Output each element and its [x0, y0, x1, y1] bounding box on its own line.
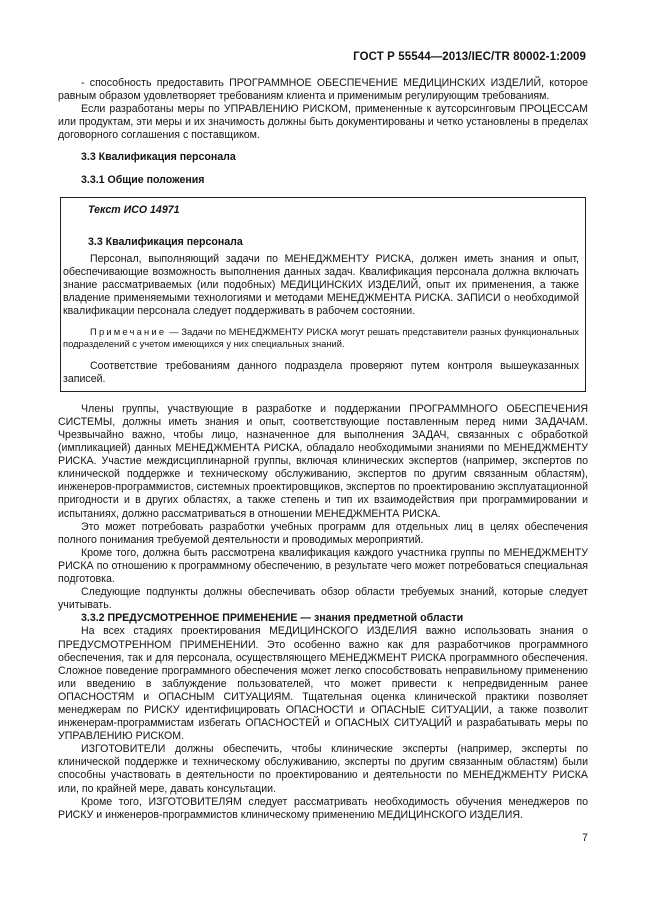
- intro-paragraph-1: - способность предоставить ПРОГРАММНОЕ ОБЕСПЕЧЕНИЕ МЕДИЦИНСКИХ ИЗДЕЛИЙ, которое равным образом удовлетворяет требованиям клиента и применимым регулирующим требованиям.: [58, 77, 588, 103]
- iso-box-heading: 3.3 Квалификация персонала: [88, 235, 243, 248]
- iso-box-paragraph-2: Соответствие требованиям данного подраздела проверяют путем контроля вышеуказанных записей.: [63, 359, 579, 385]
- section-heading: 3.3 Квалификация персонала: [81, 151, 236, 164]
- iso-box-paragraph-1: Персонал, выполняющий задачи по МЕНЕДЖМЕНТУ РИСКА, должен иметь знания и опыт, обеспечивающие возможность выполнения данных задач. Квалификация персонала должна включать знание рассматриваемых (или подобных) МЕДИЦИНСКИХ ИЗДЕЛИЙ, опыт их применения, а также владение применяемыми технологиями и методами МЕНЕДЖМЕНТА РИСКА. ЗАПИСИ о необходимой квалификации персонала следует поддерживать в рабочем состоянии.: [63, 252, 579, 318]
- subsection-heading-2: 3.3.2 ПРЕДУСМОТРЕННОЕ ПРИМЕНЕНИЕ — знания предметной области: [81, 612, 464, 625]
- note-label: Примечание: [90, 326, 167, 338]
- body-paragraph-2: Это может потребовать разработки учебных программ для отдельных лиц в целях обеспечения полного понимания требуемой деятельности и проводимых мероприятий.: [58, 520, 588, 546]
- page-number: 7: [582, 832, 588, 844]
- note-text: — Задачи по МЕНЕДЖМЕНТУ РИСКА могут решать представители разных функциональных подразделений с учетом имеющихся у них специальных знаний.: [63, 326, 579, 350]
- iso-text-box: [60, 197, 586, 392]
- page-content: [58, 77, 588, 822]
- body-paragraph-7: Кроме того, ИЗГОТОВИТЕЛЯМ следует рассматривать необходимость обучения менеджеров по РИСКУ и инженеров-программистов клиническому применению МЕДИЦИНСКОГО ИЗДЕЛИЯ.: [58, 795, 588, 821]
- iso-box-title: Текст ИСО 14971: [88, 203, 180, 216]
- body-paragraph-1: Члены группы, участвующие в разработке и поддержании ПРОГРАММНОГО ОБЕСПЕЧЕНИЯ СИСТЕМЫ, должны иметь знания и опыт, соответствующие поставленным перед ними ЗАДАЧАМ. Чрезвычайно важно, чтобы лицо, назначенное для выполнения ЗАДАЧ, связанных с обработкой (импликацией) данных МЕНЕДЖМЕНТА РИСКА, обладало необходимыми знаниями по МЕНЕДЖМЕНТУ РИСКА. Участие междисциплинарной группы, включая клинических экспертов (например, экспертов по клинической поддержке и техническому обслуживанию, экспертов по другим связанным областям), инженеров-программистов, системных проектировщиков, экспертов по проектированию эксплуатационной пригодности и в других областях, а также степень и тип их взаимодействия при программировании и испытаниях, должно рассматриваться в отношении МЕНЕДЖМЕНТА РИСКА.: [58, 402, 588, 520]
- body-paragraph-4: Следующие подпункты должны обеспечивать обзор области требуемых знаний, которые следует учитывать.: [58, 586, 588, 612]
- body-paragraph-3: Кроме того, должна быть рассмотрена квалификация каждого участника группы по МЕНЕДЖМЕНТУ РИСКА по отношению к программному обеспечению, в результате чего может потребоваться специальная подготовка.: [58, 546, 588, 586]
- subsection-heading: 3.3.1 Общие положения: [81, 173, 205, 186]
- body-paragraph-6: ИЗГОТОВИТЕЛИ должны обеспечить, чтобы клинические эксперты (например, эксперты по клинической поддержке и техническому обслуживанию, эксперты по другим связанным областям) были способны участвовать в деятельности по проектированию и деятельности по МЕНЕДЖМЕНТУ РИСКА или, по крайней мере, давать консультации.: [58, 743, 588, 795]
- body-paragraph-5: На всех стадиях проектирования МЕДИЦИНСКОГО ИЗДЕЛИЯ важно использовать знания о ПРЕДУСМОТРЕННОМ ПРИМЕНЕНИИ. Это особенно важно как для разработчиков программного обеспечения, так и для персонала, осуществляющего МЕНЕДЖМЕНТ РИСКА программного обеспечения. Сложное поведение программного обеспечения может легко способствовать неправильному применению или введению в заблуждение пользователей, что может привести к непредвиденным ранее ОПАСНОСТЯМ и ОПАСНЫМ СИТУАЦИЯМ. Тщательная оценка клинической практики позволяет менеджерам по РИСКУ идентифицировать ОПАСНОСТИ и ОПАСНЫЕ СИТУАЦИИ, а также позволит инженерам-программистам избегать ОПАСНОСТЕЙ и ОПАСНЫХ СИТУАЦИЙ и разрабатывать меры по УПРАВЛЕНИЮ РИСКОМ.: [58, 625, 588, 743]
- standard-header: ГОСТ Р 55544—2013/IEC/TR 80002-1:2009: [353, 51, 586, 63]
- intro-paragraph-2: Если разработаны меры по УПРАВЛЕНИЮ РИСКОМ, примененные к аутсорсинговым ПРОЦЕССАМ или продуктам, эти меры и их значимость должны быть документированы и четко установлены в пределах договорного соглашения с поставщиком.: [58, 103, 588, 142]
- iso-box-note: [63, 326, 579, 350]
